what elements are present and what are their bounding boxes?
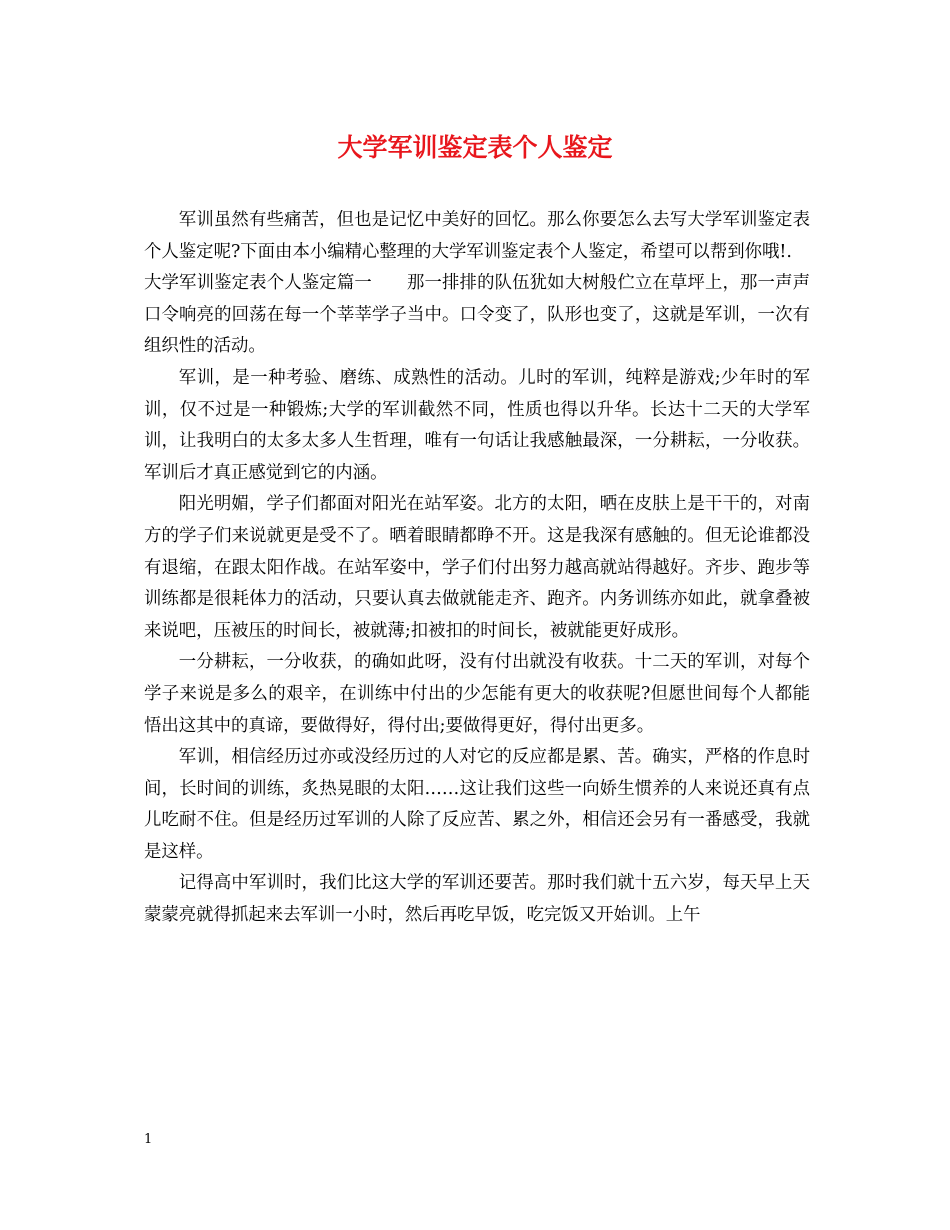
paragraph-section-one: 大学军训鉴定表个人鉴定篇一 那一排排的队伍犹如大树般伫立在草坪上，那一声声口令响亮的回荡在每一个莘莘学子当中。口令变了，队形也变了，这就是军训，一次有组织性的活动。 — [144, 273, 810, 357]
document-title: 大学军训鉴定表个人鉴定 — [337, 133, 613, 162]
page-number: 1 — [144, 1132, 153, 1147]
paragraph-training-meaning: 军训，是一种考验、磨练、成熟性的活动。儿时的军训，纯粹是游戏;少年时的军训，仅不过是一种锻炼;大学的军训截然不同，性质也得以升华。长达十二天的大学军训，让我明白的太多太多人生哲理，唯有一句话让我感触最深，一分耕耘，一分收获。军训后才真正感觉到它的内涵。 — [144, 367, 810, 483]
paragraph-high-school: 记得高中军训时，我们比这大学的军训还要苦。那时我们就十五六岁，每天早上天蒙蒙亮就得抓起来去军训一小时，然后再吃早饭，吃完饭又开始训。上午 — [144, 873, 810, 926]
paragraph-intro: 军训虽然有些痛苦，但也是记忆中美好的回忆。那么你要怎么去写大学军训鉴定表个人鉴定呢?下面由本小编精心整理的大学军训鉴定表个人鉴定，希望可以帮到你哦!. — [144, 210, 810, 262]
paragraph-hardship: 军训，相信经历过亦或没经历过的人对它的反应都是累、苦。确实，严格的作息时间，长时间的训练，炙热晃眼的太阳……这让我们这些一向娇生惯养的人来说还真有点儿吃耐不住。但是经历过军训的人除了反应苦、累之外，相信还会另有一番感受，我就是这样。 — [144, 747, 810, 862]
paragraph-effort: 一分耕耘，一分收获，的确如此呀，没有付出就没有收获。十二天的军训，对每个学子来说是多么的艰辛，在训练中付出的少怎能有更大的收获呢?但愿世间每个人都能悟出这其中的真谛，要做得好，得付出;要做得更好，得付出更多。 — [144, 652, 810, 736]
paragraph-sunshine: 阳光明媚，学子们都面对阳光在站军姿。北方的太阳，晒在皮肤上是干干的，对南方的学子们来说就更是受不了。晒着眼睛都睁不开。这是我深有感触的。但无论谁都没有退缩，在跟太阳作战。在站军姿中，学子们付出努力越高就站得越好。齐步、跑步等训练都是很耗体力的活动，只要认真去做就能走齐、跑齐。内务训练亦如此，就拿叠被来说吧，压被压的时间长，被就薄;扣被扣的时间长，被就能更好成形。 — [144, 494, 810, 641]
document-body — [144, 205, 810, 932]
